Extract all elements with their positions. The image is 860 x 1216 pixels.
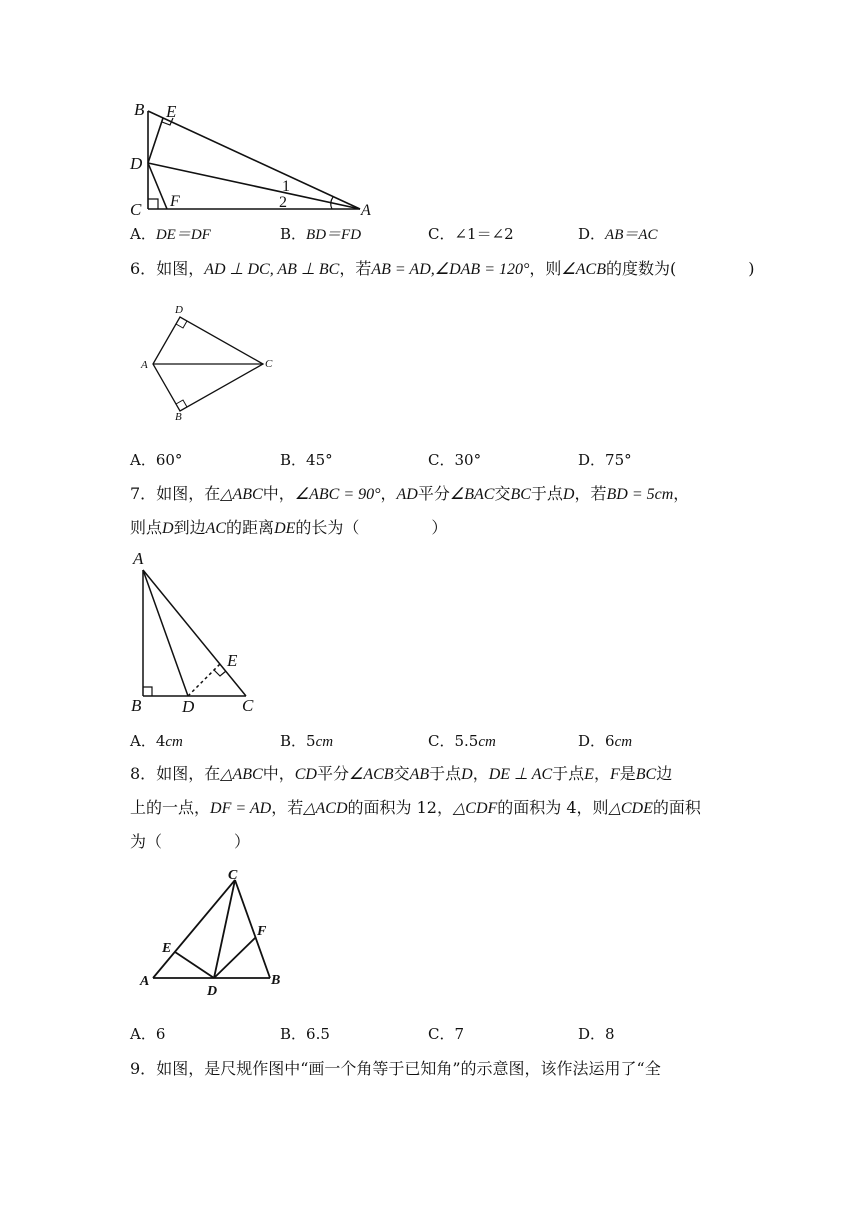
stem-math: △ABC <box>220 486 263 503</box>
q6-option-d[interactable] <box>578 450 632 470</box>
stem-math: DE <box>274 520 296 537</box>
stem-text: 平分 <box>316 764 349 783</box>
stem-text: 于点 <box>429 764 462 783</box>
stem-text: ） <box>234 832 251 851</box>
option-letter: B． <box>280 1025 307 1043</box>
segment-df <box>214 937 256 978</box>
option-letter: A． <box>130 451 156 469</box>
stem-text: 的度数为( <box>605 259 677 278</box>
q7-stem-line1 <box>130 483 689 506</box>
stem-math: CD <box>294 766 317 783</box>
stem-math: BC <box>510 486 531 503</box>
q6-option-b[interactable] <box>280 450 333 470</box>
label-e: E <box>166 102 177 121</box>
q7-option-c[interactable] <box>428 731 496 752</box>
stem-text: ， <box>380 484 397 503</box>
stem-text: 如图， <box>156 259 205 278</box>
stem-math: AB = AD,∠DAB = 120° <box>371 261 530 278</box>
stem-text: ，若 <box>271 798 304 817</box>
label-c: C <box>228 868 238 883</box>
stem-text: 的面积 <box>652 798 701 817</box>
stem-math: ∠BAC <box>449 486 495 503</box>
label-f: F <box>257 924 267 939</box>
question-number: 9． <box>130 1059 157 1078</box>
label-b: B <box>271 973 281 988</box>
stem-text: ， <box>593 764 610 783</box>
q7-stem-line2 <box>130 517 447 540</box>
q8-stem-line3 <box>130 831 250 853</box>
stem-math: BC <box>635 766 657 783</box>
label-f: F <box>170 193 180 210</box>
option-text: 45° <box>306 451 333 469</box>
option-text: 6.5 <box>306 1025 330 1043</box>
label-e: E <box>227 651 238 670</box>
stem-text: 如图，是尺规作图中“画一个角等于已知角”的示意图，该作法运用了“全 <box>156 1059 661 1078</box>
label-angle-1: 1 <box>282 178 290 195</box>
segment-de <box>188 664 220 696</box>
option-value: 4 <box>155 732 166 750</box>
option-text: 8 <box>605 1025 615 1043</box>
stem-text: 交 <box>393 764 410 783</box>
option-letter: D． <box>578 451 606 469</box>
stem-math: D <box>562 486 575 503</box>
segment-de <box>148 118 163 163</box>
option-letter: D． <box>578 732 606 750</box>
option-unit: cm <box>165 734 183 750</box>
option-text: ∠1＝∠2 <box>454 225 514 243</box>
q6-stem <box>130 258 754 281</box>
option-letter: A． <box>130 225 156 243</box>
stem-text: 如图，在 <box>156 764 221 783</box>
stem-math: ∠ACB <box>349 766 394 783</box>
segment-ad <box>143 570 188 696</box>
q7-figure <box>125 545 275 720</box>
stem-math: ∠ABC = 90° <box>294 486 381 503</box>
q6-option-c[interactable] <box>428 450 481 470</box>
stem-math: BD = 5cm <box>606 486 674 503</box>
q8-option-b[interactable] <box>280 1024 330 1044</box>
q5-option-b[interactable] <box>280 224 361 245</box>
option-letter: A． <box>130 1025 156 1043</box>
option-unit: cm <box>614 734 633 750</box>
q7-option-d[interactable] <box>578 731 632 752</box>
q6-figure <box>135 295 285 425</box>
option-text: 75° <box>605 451 632 469</box>
option-text: DE＝DF <box>155 227 211 243</box>
label-d: D <box>175 304 183 316</box>
q8-figure <box>135 865 295 1000</box>
stem-math: ∠ACB <box>561 261 606 278</box>
stem-math: AC <box>205 520 227 537</box>
label-d: D <box>182 697 195 716</box>
stem-text: ，若 <box>339 259 372 278</box>
stem-math: AD ⊥ DC, AB ⊥ BC <box>204 261 340 278</box>
stem-text: 的距离 <box>226 518 275 537</box>
option-text: 7 <box>454 1025 465 1043</box>
stem-text: 如图，在 <box>156 484 221 503</box>
stem-text: 到边 <box>173 518 206 537</box>
right-angle-c <box>148 199 158 209</box>
stem-math: △CDF <box>452 800 498 817</box>
segment-de <box>175 952 214 978</box>
segment-cd <box>214 880 235 978</box>
stem-math: AD <box>396 486 418 503</box>
q9-stem <box>130 1058 661 1080</box>
option-letter: C． <box>428 451 455 469</box>
stem-math: AB <box>409 766 430 783</box>
stem-text: 的长为（ <box>295 518 360 537</box>
segment-ac <box>153 880 235 978</box>
label-a: A <box>141 359 148 371</box>
q5-option-a[interactable] <box>130 224 211 245</box>
stem-text: 平分 <box>417 484 450 503</box>
question-number: 6． <box>130 259 157 278</box>
option-letter: B． <box>280 732 307 750</box>
stem-text: ，若 <box>574 484 607 503</box>
stem-math: △ABC <box>220 766 263 783</box>
stem-text: 于点 <box>530 484 563 503</box>
option-text: 60° <box>155 451 183 469</box>
label-d: D <box>130 154 143 173</box>
option-letter: A． <box>130 732 156 750</box>
right-angle-b <box>143 687 152 696</box>
label-b: B <box>131 696 142 715</box>
stem-math: E <box>584 766 594 783</box>
segment-ba <box>148 111 360 209</box>
label-e: E <box>162 941 172 956</box>
stem-text: 是 <box>619 764 636 783</box>
stem-text: ， <box>472 764 489 783</box>
stem-math: D <box>461 766 473 783</box>
label-d: D <box>207 984 218 999</box>
option-text: 30° <box>454 451 482 469</box>
label-b: B <box>134 100 145 119</box>
label-angle-2: 2 <box>279 194 287 211</box>
segment-ac <box>143 570 246 696</box>
option-value: 6 <box>605 732 615 750</box>
segment-da <box>148 163 360 209</box>
q8-option-c[interactable] <box>428 1024 464 1044</box>
q8-stem-line1 <box>130 763 672 786</box>
option-letter: B． <box>280 451 307 469</box>
question-number: 7． <box>130 484 157 503</box>
stem-math: F <box>609 766 620 783</box>
q8-stem-line2 <box>130 797 701 820</box>
option-text: 6 <box>155 1025 166 1043</box>
stem-text: 于点 <box>552 764 585 783</box>
label-c: C <box>242 696 254 715</box>
stem-text: ，则 <box>529 259 562 278</box>
option-letter: C． <box>428 1025 455 1043</box>
stem-text: 中， <box>262 764 295 783</box>
q5-option-c[interactable] <box>428 224 514 244</box>
option-letter: D． <box>578 1025 606 1043</box>
option-text: BD＝FD <box>306 227 362 243</box>
label-a: A <box>133 549 144 568</box>
stem-text: ， <box>673 484 690 503</box>
right-angle-e <box>214 670 226 676</box>
q7-option-a[interactable] <box>130 731 183 752</box>
stem-text: ) <box>748 259 755 278</box>
stem-text: 的面积为 4，则 <box>497 798 609 817</box>
stem-text: 则点 <box>130 518 163 537</box>
stem-text: 中， <box>262 484 295 503</box>
q5-figure <box>120 95 390 220</box>
stem-math: D <box>162 520 174 537</box>
stem-text: 的面积为 12， <box>347 798 453 817</box>
q8-option-a[interactable] <box>130 1024 165 1044</box>
stem-text: 上的一点， <box>130 798 211 817</box>
label-b: B <box>175 411 182 423</box>
question-number: 8． <box>130 764 157 783</box>
stem-math: DE ⊥ AC <box>488 766 553 783</box>
option-unit: cm <box>478 734 496 750</box>
stem-text: 边 <box>656 764 673 783</box>
q5-option-d[interactable] <box>578 224 658 245</box>
label-c: C <box>265 358 273 370</box>
option-letter: C． <box>428 732 455 750</box>
option-text: AB＝AC <box>605 227 658 243</box>
stem-math: △CDE <box>608 800 653 817</box>
option-value: 5 <box>306 732 316 750</box>
stem-math: △ACD <box>303 800 348 817</box>
label-a: A <box>361 202 371 219</box>
option-letter: C． <box>428 225 455 243</box>
option-unit: cm <box>315 734 334 750</box>
option-value: 5.5 <box>454 732 479 750</box>
option-letter: B． <box>280 225 307 243</box>
stem-text: 交 <box>494 484 511 503</box>
q7-option-b[interactable] <box>280 731 333 752</box>
stem-math: DF = AD <box>210 800 272 817</box>
q6-option-a[interactable] <box>130 450 182 470</box>
label-a: A <box>140 974 150 989</box>
stem-text: ） <box>431 518 448 537</box>
label-c: C <box>130 200 142 219</box>
q8-option-d[interactable] <box>578 1024 615 1044</box>
option-letter: D． <box>578 225 606 243</box>
stem-text: 为（ <box>130 832 163 851</box>
